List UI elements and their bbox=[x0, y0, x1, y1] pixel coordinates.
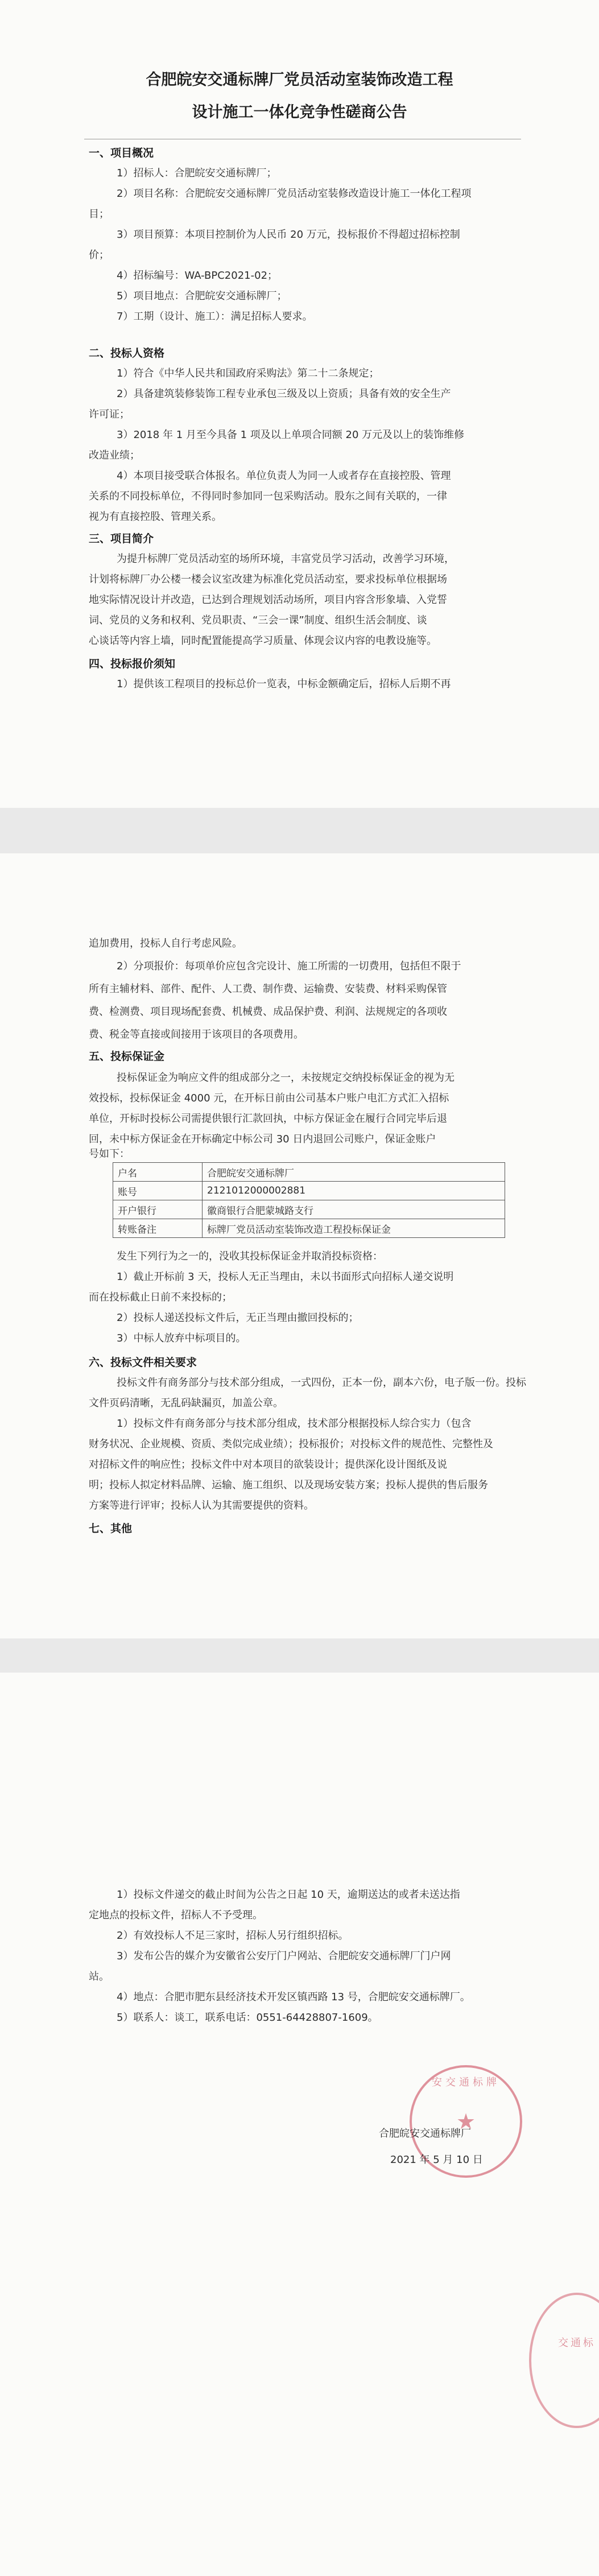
table-row bbox=[113, 1219, 505, 1238]
document-page-2 bbox=[0, 853, 599, 1638]
text-line: 而在投标截止日前不来投标的； bbox=[89, 1291, 232, 1303]
text-line: 财务状况、企业规模、资质、类似完成业绩）；投标报价；对投标文件的规范性、完整性及 bbox=[89, 1438, 493, 1450]
text-line: 回，未中标方保证金在开标确定中标公司 30 日内退回公司账户，保证金账户 bbox=[89, 1133, 436, 1145]
text-line: 1）投标文件有商务部分与技术部分组成，技术部分根据投标人综合实力（包含 bbox=[117, 1418, 472, 1430]
table-cell-value: 徽商银行合肥蒙城路支行 bbox=[203, 1200, 505, 1219]
signing-organization: 合肥皖安交通标牌厂 bbox=[379, 2128, 471, 2140]
table-cell-value: 2121012000002881 bbox=[203, 1182, 505, 1200]
text-line: 1）投标文件递交的截止时间为公告之日起 10 天，逾期送达的或者未送达指 bbox=[117, 1889, 460, 1901]
table-cell-key: 开户银行 bbox=[113, 1200, 203, 1219]
text-line: 2）具备建筑装修装饰工程专业承包三级及以上资质；具备有效的安全生产 bbox=[117, 388, 451, 400]
text-line: 方案等进行评审；投标人认为其需要提供的资料。 bbox=[89, 1500, 314, 1512]
text-line: 2）分项报价：每项单价应包含完设计、施工所需的一切费用，包括但不限于 bbox=[117, 960, 461, 972]
section-heading-other: 七、其他 bbox=[89, 1522, 133, 1535]
table-row bbox=[113, 1182, 505, 1200]
text-line: 4）本项目接受联合体报名。单位负责人为同一人或者存在直接控股、管理 bbox=[117, 470, 451, 482]
text-line: 定地点的投标文件，招标人不予受理。 bbox=[89, 1909, 263, 1921]
text-line: 计划将标牌厂办公楼一楼会议室改建为标准化党员活动室，要求投标单位根据场 bbox=[89, 573, 447, 585]
text-line: 费、税金等直接或间接用于该项目的各项费用。 bbox=[89, 1029, 304, 1041]
text-line: 效投标，投标保证金 4000 元，在开标日前由公司基本户账户电汇方式汇入招标 bbox=[89, 1092, 449, 1104]
text-line: 4）招标编号：WA-BPC2021-02； bbox=[117, 270, 278, 282]
text-line: 追加费用，投标人自行考虑风险。 bbox=[89, 938, 242, 950]
section-heading-bid-bond: 五、投标保证金 bbox=[89, 1050, 165, 1063]
text-line: 明；投标人拟定材料品牌、运输、施工组织、以及现场安装方案；投标人提供的售后服务 bbox=[89, 1479, 488, 1491]
table-cell-key: 转账备注 bbox=[113, 1219, 203, 1238]
document-page-1 bbox=[0, 0, 599, 808]
text-line: 词、党员的义务和权利、党员职责、“三会一课”制度、组织生活会制度、谈 bbox=[89, 614, 427, 626]
text-line: 2）投标人递送投标文件后，无正当理由撤回投标的； bbox=[117, 1312, 359, 1324]
document-subtitle: 设计施工一体化竞争性磋商公告 bbox=[192, 104, 407, 121]
text-line: 4）地点：合肥市肥东县经济技术开发区镇西路 13 号，合肥皖安交通标牌厂。 bbox=[117, 1991, 470, 2003]
text-line: 价； bbox=[89, 249, 109, 261]
table-cell-value: 合肥皖安交通标牌厂 bbox=[203, 1163, 505, 1182]
section-heading-project-overview: 一、项目概况 bbox=[89, 147, 154, 159]
section-heading-project-intro: 三、项目简介 bbox=[89, 532, 154, 545]
text-line: 5）联系人：谈工，联系电话：0551-64428807-1609。 bbox=[117, 2012, 378, 2024]
text-line: 视为有直接控股、管理关系。 bbox=[89, 511, 222, 523]
text-line: 2）有效投标人不足三家时，招标人另行组织招标。 bbox=[117, 1930, 349, 1942]
section-heading-pricing-notes: 四、投标报价须知 bbox=[89, 658, 176, 670]
text-line: 发生下列行为之一的，没收其投标保证金并取消投标资格： bbox=[117, 1250, 383, 1262]
text-line: 目； bbox=[89, 208, 109, 220]
document-page-3 bbox=[0, 1673, 599, 2576]
text-line: 7）工期（设计、施工）：满足招标人要求。 bbox=[117, 311, 313, 323]
table-cell-key: 账号 bbox=[113, 1182, 203, 1200]
table-cell-key: 户名 bbox=[113, 1163, 203, 1182]
text-line: 3）发布公告的媒介为安徽省公安厅门户网站、合肥皖安交通标牌厂门户网 bbox=[117, 1950, 451, 1962]
text-line: 号如下： bbox=[89, 1148, 130, 1160]
text-line: 3）项目预算：本项目控制价为人民币 20 万元，投标报价不得超过招标控制 bbox=[117, 229, 460, 241]
bank-account-table bbox=[113, 1162, 505, 1238]
section-heading-bid-documents: 六、投标文件相关要求 bbox=[89, 1356, 197, 1369]
text-line: 1）符合《中华人民共和国政府采购法》第二十二条规定； bbox=[117, 368, 379, 379]
text-line: 心谈话等内容上墙，同时配置能提高学习质量、体现会议内容的电教设施等。 bbox=[89, 635, 437, 647]
text-line: 5）项目地点：合肥皖安交通标牌厂； bbox=[117, 290, 287, 302]
star-icon: ★ bbox=[456, 2109, 476, 2134]
text-line: 地实际情况设计并改造，已达到合理规划活动场所，项目内容含形象墙、入党誓 bbox=[89, 594, 447, 606]
text-line: 文件页码清晰，无乱码缺漏页，加盖公章。 bbox=[89, 1397, 283, 1409]
seal-text: 安交通标牌 bbox=[432, 2077, 500, 2088]
page-seam-stamp bbox=[529, 2293, 599, 2428]
text-line: 3）2018 年 1 月至今具备 1 项及以上单项合同额 20 万元及以上的装饰维修 bbox=[117, 429, 465, 441]
text-line: 2）项目名称：合肥皖安交通标牌厂党员活动室装修改造设计施工一体化工程项 bbox=[117, 188, 472, 200]
text-line: 关系的不同投标单位，不得同时参加同一包采购活动。股东之间有关联的，一律 bbox=[89, 490, 447, 502]
section-heading-bidder-qualification: 二、投标人资格 bbox=[89, 347, 165, 360]
text-line: 1）截止开标前 3 天，投标人无正当理由，未以书面形式向招标人递交说明 bbox=[117, 1271, 454, 1283]
table-row bbox=[113, 1200, 505, 1219]
text-line: 许可证； bbox=[89, 408, 130, 420]
table-row bbox=[113, 1163, 505, 1182]
text-line: 单位，开标时投标公司需提供银行汇款回执，中标方保证金在履行合同完毕后退 bbox=[89, 1113, 447, 1125]
document-title: 合肥皖安交通标牌厂党员活动室装饰改造工程 bbox=[146, 71, 453, 89]
text-line: 为提升标牌厂党员活动室的场所环境，丰富党员学习活动，改善学习环境， bbox=[117, 553, 455, 565]
text-line: 3）中标人放弃中标项目的。 bbox=[117, 1332, 246, 1344]
table-cell-value: 标牌厂党员活动室装饰改造工程投标保证金 bbox=[203, 1219, 505, 1238]
text-line: 投标保证金为响应文件的组成部分之一，未按规定交纳投标保证金的视为无 bbox=[117, 1072, 455, 1084]
text-line: 站。 bbox=[89, 1971, 109, 1983]
seam-stamp-text: 交通标 bbox=[558, 2337, 596, 2349]
text-line: 1）招标人：合肥皖安交通标牌厂； bbox=[117, 167, 277, 179]
text-line: 费、检测费、项目现场配套费、机械费、成品保护费、利润、法规规定的各项收 bbox=[89, 1006, 447, 1018]
text-line: 所有主辅材料、部件、配件、人工费、制作费、运输费、安装费、材料采购保管 bbox=[89, 983, 447, 995]
text-line: 改造业绩； bbox=[89, 449, 140, 461]
signing-date: 2021 年 5 月 10 日 bbox=[390, 2154, 483, 2166]
text-line: 投标文件有商务部分与技术部分组成，一式四份，正本一份，副本六份，电子版一份。投标 bbox=[117, 1377, 526, 1389]
text-line: 对招标文件的响应性；投标文件中对本项目的欲装设计；提供深化设计图纸及说 bbox=[89, 1459, 447, 1471]
text-line: 1）提供该工程项目的投标总价一览表，中标金额确定后，招标人后期不再 bbox=[117, 678, 451, 690]
